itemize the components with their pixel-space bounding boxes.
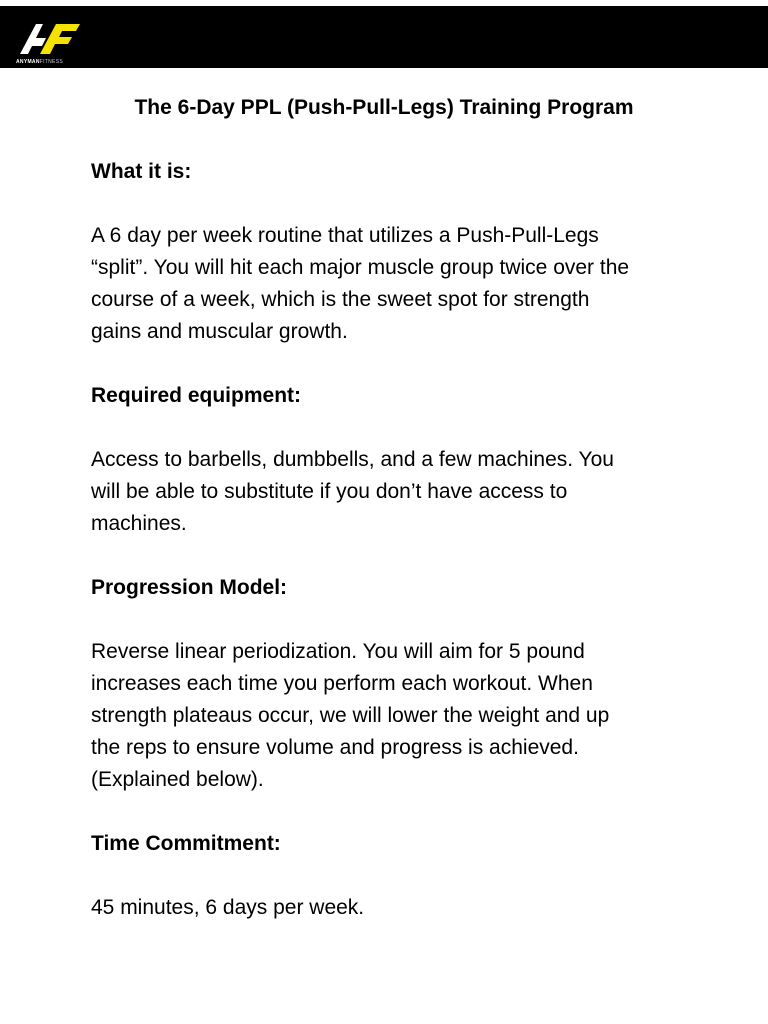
paragraph-line: 45 minutes, 6 days per week. bbox=[91, 896, 365, 919]
paragraph-line: will be able to substitute if you don’t have access to bbox=[91, 480, 568, 503]
document-title: The 6-Day PPL (Push-Pull-Legs) Training Program bbox=[134, 96, 634, 119]
paragraph-line: gains and muscular growth. bbox=[91, 320, 348, 343]
section-heading-what-it-is: What it is: bbox=[91, 160, 192, 183]
section-heading-required-equipment: Required equipment: bbox=[91, 384, 302, 407]
paragraph-line: course of a week, which is the sweet spot for strength bbox=[91, 288, 590, 311]
paragraph-line: the reps to ensure volume and progress is achieved. bbox=[91, 736, 579, 759]
logo-text-thin: FITNESS bbox=[39, 59, 63, 65]
paragraph-line: increases each time you perform each workout. When bbox=[91, 672, 593, 695]
paragraph-line: Reverse linear periodization. You will aim for 5 pound bbox=[91, 640, 585, 663]
logo-wordmark bbox=[16, 59, 86, 65]
paragraph-line: A 6 day per week routine that utilizes a Push-Pull-Legs bbox=[91, 224, 599, 247]
paragraph-line: strength plateaus occur, we will lower the weight and up bbox=[91, 704, 610, 727]
section-heading-progression-model: Progression Model: bbox=[91, 576, 288, 599]
header-bar bbox=[0, 6, 768, 68]
paragraph-line: “split”. You will hit each major muscle group twice over the bbox=[91, 256, 630, 279]
brand-logo[interactable] bbox=[16, 18, 86, 65]
section-heading-time-commitment: Time Commitment: bbox=[91, 832, 281, 855]
paragraph-line: Access to barbells, dumbbells, and a few machines. You bbox=[91, 448, 614, 471]
logo-text-bold: ANYMAN bbox=[16, 59, 40, 65]
document-body bbox=[91, 92, 691, 924]
paragraph-line: machines. bbox=[91, 512, 187, 535]
anymanfitness-logo-icon bbox=[16, 18, 86, 58]
paragraph-line: (Explained below). bbox=[91, 768, 264, 791]
